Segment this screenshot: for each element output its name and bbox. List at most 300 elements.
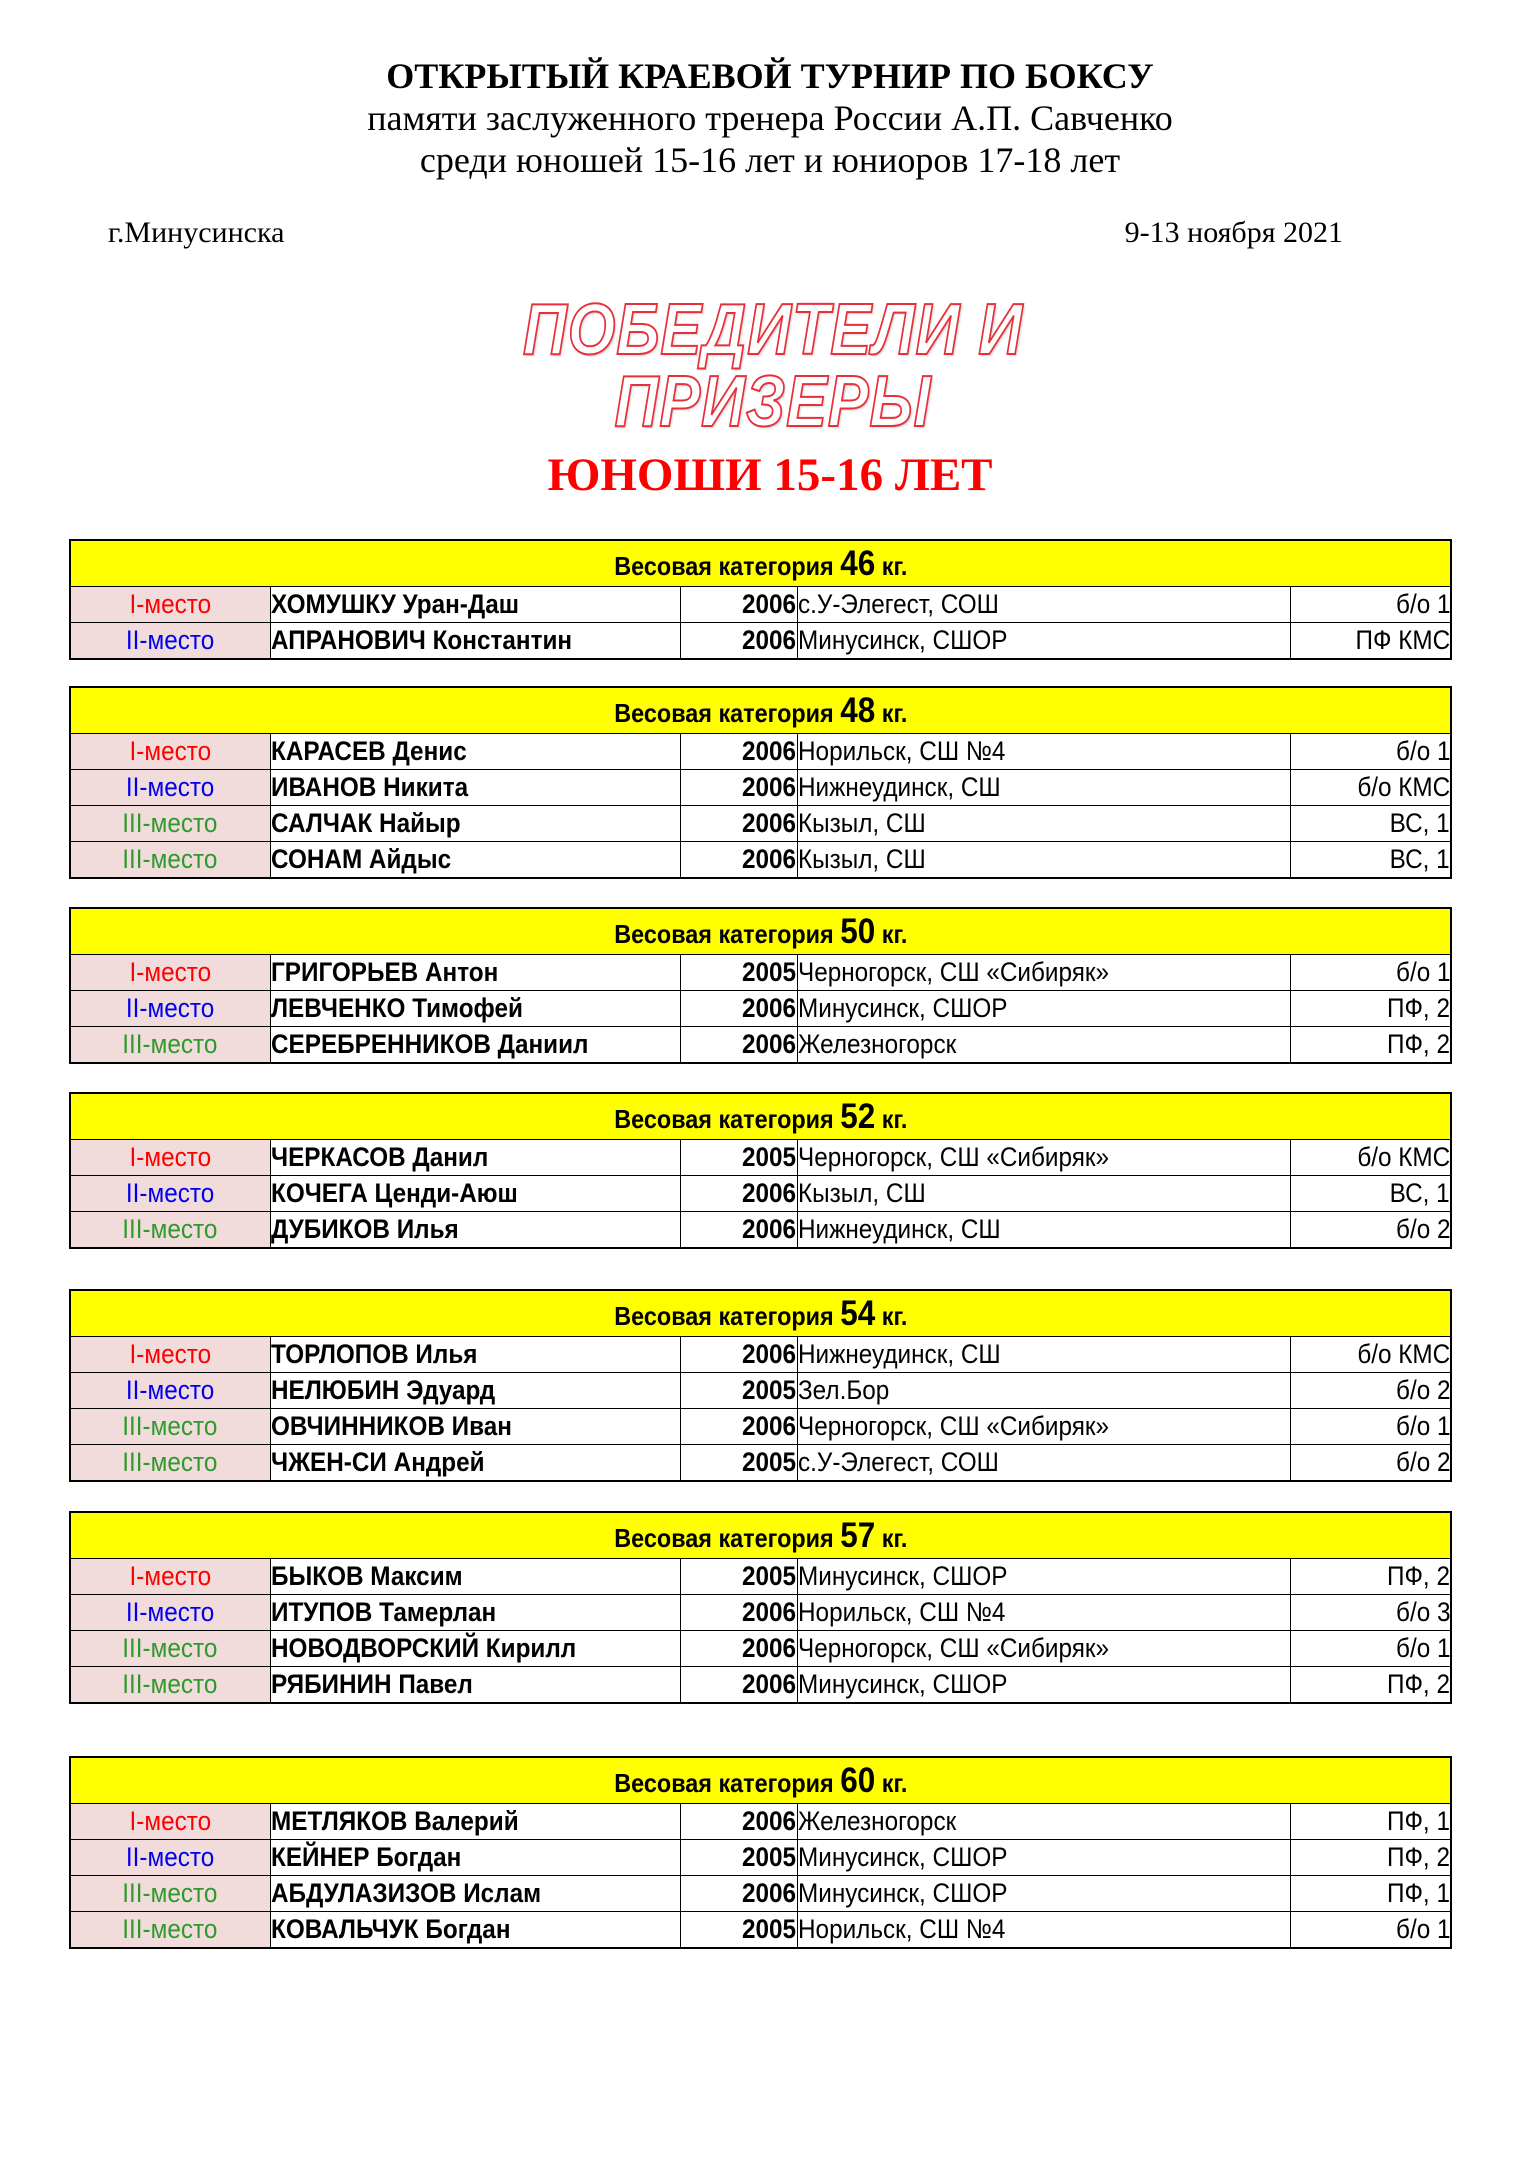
athlete-name: ИВАНОВ Никита (270, 772, 468, 802)
athlete-name: САЛЧАК Найыр (270, 808, 461, 838)
sport-rank: б/о 1 (1395, 589, 1451, 619)
place-cell (70, 1559, 270, 1595)
club-location: Зел.Бор (797, 1375, 889, 1405)
place-label: III-место (122, 1669, 218, 1699)
weight-category-heading (614, 1099, 907, 1134)
table-row (70, 1559, 1451, 1595)
place-label: I-место (129, 1142, 212, 1172)
sport-rank: б/о 2 (1395, 1447, 1451, 1477)
athlete-name: ТОРЛОПОВ Илья (270, 1339, 477, 1369)
sport-rank: ПФ, 2 (1387, 1669, 1451, 1699)
weight-category-unit: кг. (881, 1301, 908, 1331)
club-cell (797, 1804, 1290, 1840)
birth-year: 2006 (742, 993, 797, 1023)
weight-category-unit: кг. (881, 919, 908, 949)
weight-category-header-row (70, 540, 1451, 587)
year-cell (680, 1409, 797, 1445)
birth-year: 2006 (742, 1178, 797, 1208)
birth-year: 2006 (742, 1633, 797, 1663)
year-cell (680, 1337, 797, 1373)
place-cell (70, 1140, 270, 1176)
rank-cell (1290, 1667, 1451, 1704)
place-label: III-место (122, 1633, 218, 1663)
place-label: III-место (122, 1029, 218, 1059)
place-cell (70, 587, 270, 623)
name-cell (270, 734, 680, 770)
place-cell (70, 1409, 270, 1445)
name-cell (270, 1667, 680, 1704)
weight-category-header-row (70, 1757, 1451, 1804)
table-row (70, 1445, 1451, 1482)
place-cell (70, 1804, 270, 1840)
athlete-name: ГРИГОРЬЕВ Антон (270, 957, 498, 987)
place-cell (70, 842, 270, 879)
weight-category-label: Весовая категория (613, 698, 834, 728)
club-location: Норильск, СШ №4 (797, 1914, 1005, 1944)
place-cell (70, 991, 270, 1027)
rank-cell (1290, 1631, 1451, 1667)
page-title: ОТКРЫТЫЙ КРАЕВОЙ ТУРНИР ПО БОКСУ (386, 56, 1154, 96)
club-location: Черногорск, СШ «Сибиряк» (797, 1411, 1109, 1441)
name-cell (270, 1595, 680, 1631)
name-cell (270, 955, 680, 991)
place-cell (70, 1212, 270, 1249)
club-location: Минусинск, СШОР (797, 1842, 1007, 1872)
club-location: Кызыл, СШ (797, 1178, 926, 1208)
table-row (70, 623, 1451, 660)
weight-category-heading (614, 1296, 907, 1331)
rank-cell (1290, 734, 1451, 770)
club-cell (797, 842, 1290, 879)
club-cell (797, 1912, 1290, 1949)
place-label: III-место (122, 1447, 218, 1477)
rank-cell (1290, 991, 1451, 1027)
place-label: III-место (122, 1214, 218, 1244)
year-cell (680, 770, 797, 806)
weight-category-value: 54 (839, 1294, 875, 1333)
table-row (70, 1373, 1451, 1409)
athlete-name: МЕТЛЯКОВ Валерий (270, 1806, 519, 1836)
rank-cell (1290, 1409, 1451, 1445)
birth-year: 2006 (742, 589, 797, 619)
table-row (70, 991, 1451, 1027)
year-cell (680, 1027, 797, 1064)
table-row (70, 955, 1451, 991)
year-cell (680, 842, 797, 879)
club-cell (797, 1595, 1290, 1631)
club-cell (797, 1631, 1290, 1667)
weight-category-unit: кг. (881, 1523, 908, 1553)
banner-line-2: ПРИЗЕРЫ (614, 362, 932, 442)
birth-year: 2005 (742, 957, 797, 987)
weight-category-header-row (70, 1512, 1451, 1559)
weight-category-header-row (70, 908, 1451, 955)
place-cell (70, 955, 270, 991)
sport-rank: ПФ КМС (1355, 625, 1451, 655)
weight-category-value: 60 (839, 1761, 875, 1800)
rank-cell (1290, 1804, 1451, 1840)
subtitle-line-2: среди юношей 15-16 лет и юниоров 17-18 лет (419, 140, 1121, 180)
weight-category-heading (614, 1518, 907, 1553)
birth-year: 2006 (742, 1339, 797, 1369)
birth-year: 2006 (742, 625, 797, 655)
sport-rank: ВС, 1 (1390, 844, 1451, 874)
subtitle-line-1: памяти заслуженного тренера России А.П. Савченко (367, 98, 1173, 138)
place-label: III-место (122, 1914, 218, 1944)
athlete-name: ИТУПОВ Тамерлан (270, 1597, 496, 1627)
place-cell (70, 1337, 270, 1373)
place-cell (70, 1373, 270, 1409)
birth-year: 2006 (742, 772, 797, 802)
club-cell (797, 806, 1290, 842)
place-label: I-место (129, 957, 212, 987)
year-cell (680, 1595, 797, 1631)
weight-category-unit: кг. (881, 551, 908, 581)
club-location: Минусинск, СШОР (797, 1878, 1007, 1908)
place-label: I-место (129, 1339, 212, 1369)
name-cell (270, 1212, 680, 1249)
rank-cell (1290, 806, 1451, 842)
club-cell (797, 1876, 1290, 1912)
table-row (70, 734, 1451, 770)
weight-category-label: Весовая категория (613, 1301, 834, 1331)
year-cell (680, 991, 797, 1027)
name-cell (270, 1176, 680, 1212)
weight-category-value: 52 (839, 1097, 875, 1136)
weight-category-header-row (70, 1290, 1451, 1337)
place-cell (70, 1027, 270, 1064)
club-location: с.У-Элегест, СОШ (797, 1447, 999, 1477)
weight-category-label: Весовая категория (613, 919, 834, 949)
name-cell (270, 842, 680, 879)
place-label: III-место (122, 808, 218, 838)
table-row (70, 1595, 1451, 1631)
place-label: II-место (126, 625, 215, 655)
club-location: Минусинск, СШОР (797, 625, 1007, 655)
year-cell (680, 1840, 797, 1876)
athlete-name: КЕЙНЕР Богдан (270, 1842, 461, 1872)
rank-cell (1290, 1559, 1451, 1595)
rank-cell (1290, 1212, 1451, 1249)
athlete-name: ОВЧИННИКОВ Иван (270, 1411, 512, 1441)
sport-rank: б/о КМС (1357, 1339, 1451, 1369)
sport-rank: ВС, 1 (1390, 808, 1451, 838)
name-cell (270, 1631, 680, 1667)
club-cell (797, 1027, 1290, 1064)
weight-category-header (70, 540, 1451, 587)
year-cell (680, 1667, 797, 1704)
weight-category-unit: кг. (881, 1104, 908, 1134)
weight-category-table (69, 1756, 1452, 1949)
athlete-name: КОЧЕГА Ценди-Аюш (270, 1178, 518, 1208)
name-cell (270, 1027, 680, 1064)
birth-year: 2006 (742, 1597, 797, 1627)
weight-category-table (69, 1289, 1452, 1482)
club-cell (797, 623, 1290, 660)
year-cell (680, 1176, 797, 1212)
weight-category-heading (614, 914, 907, 949)
weight-category-header (70, 1093, 1451, 1140)
athlete-name: БЫКОВ Максим (270, 1561, 463, 1591)
club-location: Нижнеудинск, СШ (797, 1339, 1001, 1369)
athlete-name: РЯБИНИН Павел (270, 1669, 473, 1699)
athlete-name: СЕРЕБРЕННИКОВ Даниил (270, 1029, 588, 1059)
place-label: II-место (126, 1842, 215, 1872)
weight-category-header (70, 908, 1451, 955)
table-row (70, 842, 1451, 879)
club-cell (797, 734, 1290, 770)
weight-category-heading (614, 546, 907, 581)
weight-category-header (70, 1757, 1451, 1804)
weight-category-unit: кг. (881, 1768, 908, 1798)
year-cell (680, 1445, 797, 1482)
name-cell (270, 806, 680, 842)
athlete-name: АБДУЛАЗИЗОВ Ислам (270, 1878, 541, 1908)
year-cell (680, 1140, 797, 1176)
place-label: I-место (129, 1561, 212, 1591)
club-cell (797, 991, 1290, 1027)
place-label: III-место (122, 1878, 218, 1908)
sport-rank: ВС, 1 (1390, 1178, 1451, 1208)
club-location: Железногорск (797, 1029, 956, 1059)
name-cell (270, 587, 680, 623)
name-cell (270, 991, 680, 1027)
year-cell (680, 1559, 797, 1595)
sport-rank: ПФ, 1 (1387, 1878, 1451, 1908)
birth-year: 2005 (742, 1842, 797, 1872)
place-cell (70, 1445, 270, 1482)
birth-year: 2006 (742, 736, 797, 766)
club-location: Железногорск (797, 1806, 956, 1836)
year-cell (680, 1212, 797, 1249)
table-row (70, 587, 1451, 623)
sport-rank: ПФ, 2 (1387, 993, 1451, 1023)
weight-category-table (69, 1092, 1452, 1249)
year-cell (680, 734, 797, 770)
birth-year: 2006 (742, 1669, 797, 1699)
club-location: Минусинск, СШОР (797, 1561, 1007, 1591)
table-row (70, 1876, 1451, 1912)
club-location: Нижнеудинск, СШ (797, 772, 1001, 802)
club-location: Кызыл, СШ (797, 808, 926, 838)
sport-rank: б/о 3 (1395, 1597, 1451, 1627)
sport-rank: б/о 1 (1395, 1633, 1451, 1663)
place-label: II-место (126, 1375, 215, 1405)
section-title: ЮНОШИ 15-16 ЛЕТ (547, 449, 993, 501)
weight-category-label: Весовая категория (613, 1768, 834, 1798)
birth-year: 2006 (742, 808, 797, 838)
rank-cell (1290, 1373, 1451, 1409)
club-cell (797, 770, 1290, 806)
rank-cell (1290, 1027, 1451, 1064)
birth-year: 2006 (742, 1411, 797, 1441)
birth-year: 2006 (742, 1029, 797, 1059)
birth-year: 2006 (742, 1878, 797, 1908)
name-cell (270, 1912, 680, 1949)
club-location: Минусинск, СШОР (797, 993, 1007, 1023)
club-cell (797, 1667, 1290, 1704)
weight-category-heading (614, 1763, 907, 1798)
weight-category-unit: кг. (881, 698, 908, 728)
city-label: г.Минусинска (108, 216, 285, 249)
club-cell (797, 1840, 1290, 1876)
table-row (70, 1212, 1451, 1249)
place-label: I-место (129, 589, 212, 619)
name-cell (270, 623, 680, 660)
weight-category-table (69, 686, 1452, 879)
year-cell (680, 1804, 797, 1840)
table-row (70, 1804, 1451, 1840)
name-cell (270, 1409, 680, 1445)
athlete-name: КОВАЛЬЧУК Богдан (270, 1914, 511, 1944)
weight-category-label: Весовая категория (613, 1523, 834, 1553)
weight-category-value: 50 (839, 912, 875, 951)
year-cell (680, 1631, 797, 1667)
club-cell (797, 1176, 1290, 1212)
place-label: II-место (126, 772, 215, 802)
place-cell (70, 1667, 270, 1704)
name-cell (270, 1445, 680, 1482)
place-label: II-место (126, 993, 215, 1023)
athlete-name: ЧЖЕН-СИ Андрей (270, 1447, 485, 1477)
sport-rank: б/о 2 (1395, 1375, 1451, 1405)
athlete-name: НОВОДВОРСКИЙ Кирилл (270, 1633, 576, 1663)
sport-rank: б/о КМС (1357, 772, 1451, 802)
athlete-name: КАРАСЕВ Денис (270, 736, 467, 766)
place-cell (70, 1840, 270, 1876)
club-location: Черногорск, СШ «Сибиряк» (797, 1142, 1109, 1172)
rank-cell (1290, 587, 1451, 623)
club-location: Черногорск, СШ «Сибиряк» (797, 957, 1109, 987)
sport-rank: б/о 1 (1395, 736, 1451, 766)
weight-category-label: Весовая категория (613, 1104, 834, 1134)
sport-rank: ПФ, 2 (1387, 1561, 1451, 1591)
place-label: I-место (129, 1806, 212, 1836)
year-cell (680, 955, 797, 991)
birth-year: 2005 (742, 1561, 797, 1591)
birth-year: 2006 (742, 844, 797, 874)
club-cell (797, 1212, 1290, 1249)
rank-cell (1290, 1840, 1451, 1876)
name-cell (270, 1559, 680, 1595)
year-cell (680, 1912, 797, 1949)
table-row (70, 1337, 1451, 1373)
weight-category-table (69, 539, 1452, 660)
rank-cell (1290, 1176, 1451, 1212)
athlete-name: АПРАНОВИЧ Константин (270, 625, 572, 655)
banner-line-1: ПОБЕДИТЕЛИ И (522, 290, 1024, 370)
place-cell (70, 623, 270, 660)
sport-rank: ПФ, 1 (1387, 1806, 1451, 1836)
name-cell (270, 1804, 680, 1840)
place-label: II-место (126, 1597, 215, 1627)
place-cell (70, 1876, 270, 1912)
sport-rank: б/о 1 (1395, 1914, 1451, 1944)
club-cell (797, 1559, 1290, 1595)
club-cell (797, 587, 1290, 623)
birth-year: 2005 (742, 1142, 797, 1172)
place-cell (70, 770, 270, 806)
rank-cell (1290, 1595, 1451, 1631)
dates-label: 9-13 ноября 2021 (1124, 216, 1343, 249)
rank-cell (1290, 1337, 1451, 1373)
weight-category-table (69, 1511, 1452, 1704)
rank-cell (1290, 770, 1451, 806)
sport-rank: б/о 1 (1395, 957, 1451, 987)
sport-rank: б/о 2 (1395, 1214, 1451, 1244)
club-location: Норильск, СШ №4 (797, 736, 1005, 766)
weight-category-header (70, 687, 1451, 734)
weight-category-header (70, 1290, 1451, 1337)
club-cell (797, 1409, 1290, 1445)
name-cell (270, 1876, 680, 1912)
weight-category-header (70, 1512, 1451, 1559)
club-cell (797, 1373, 1290, 1409)
place-cell (70, 1631, 270, 1667)
name-cell (270, 1140, 680, 1176)
club-cell (797, 1445, 1290, 1482)
birth-year: 2005 (742, 1447, 797, 1477)
athlete-name: СОНАМ Айдыс (270, 844, 451, 874)
weight-category-table (69, 907, 1452, 1064)
club-location: Минусинск, СШОР (797, 1669, 1007, 1699)
birth-year: 2005 (742, 1914, 797, 1944)
sport-rank: ПФ, 2 (1387, 1842, 1451, 1872)
club-location: Кызыл, СШ (797, 844, 926, 874)
table-row (70, 1176, 1451, 1212)
rank-cell (1290, 1445, 1451, 1482)
club-cell (797, 1140, 1290, 1176)
year-cell (680, 806, 797, 842)
place-label: I-место (129, 736, 212, 766)
sport-rank: б/о КМС (1357, 1142, 1451, 1172)
table-row (70, 1840, 1451, 1876)
year-cell (680, 1876, 797, 1912)
weight-category-value: 46 (839, 544, 875, 583)
rank-cell (1290, 842, 1451, 879)
place-label: II-место (126, 1178, 215, 1208)
table-row (70, 806, 1451, 842)
rank-cell (1290, 1140, 1451, 1176)
club-location: с.У-Элегест, СОШ (797, 589, 999, 619)
club-cell (797, 955, 1290, 991)
birth-year: 2005 (742, 1375, 797, 1405)
table-row (70, 1912, 1451, 1949)
athlete-name: ЛЕВЧЕНКО Тимофей (270, 993, 523, 1023)
weight-category-value: 48 (839, 691, 875, 730)
athlete-name: ЧЕРКАСОВ Данил (270, 1142, 488, 1172)
place-cell (70, 1912, 270, 1949)
table-row (70, 1667, 1451, 1704)
weight-category-header-row (70, 687, 1451, 734)
sport-rank: ПФ, 2 (1387, 1029, 1451, 1059)
place-label: III-место (122, 1411, 218, 1441)
place-cell (70, 1176, 270, 1212)
birth-year: 2006 (742, 1214, 797, 1244)
place-label: III-место (122, 844, 218, 874)
weight-category-heading (614, 693, 907, 728)
rank-cell (1290, 955, 1451, 991)
weight-category-header-row (70, 1093, 1451, 1140)
club-location: Нижнеудинск, СШ (797, 1214, 1001, 1244)
place-cell (70, 806, 270, 842)
year-cell (680, 587, 797, 623)
table-row (70, 1027, 1451, 1064)
athlete-name: НЕЛЮБИН Эдуард (270, 1375, 495, 1405)
athlete-name: ХОМУШКУ Уран-Даш (270, 589, 519, 619)
name-cell (270, 1337, 680, 1373)
table-row (70, 1631, 1451, 1667)
